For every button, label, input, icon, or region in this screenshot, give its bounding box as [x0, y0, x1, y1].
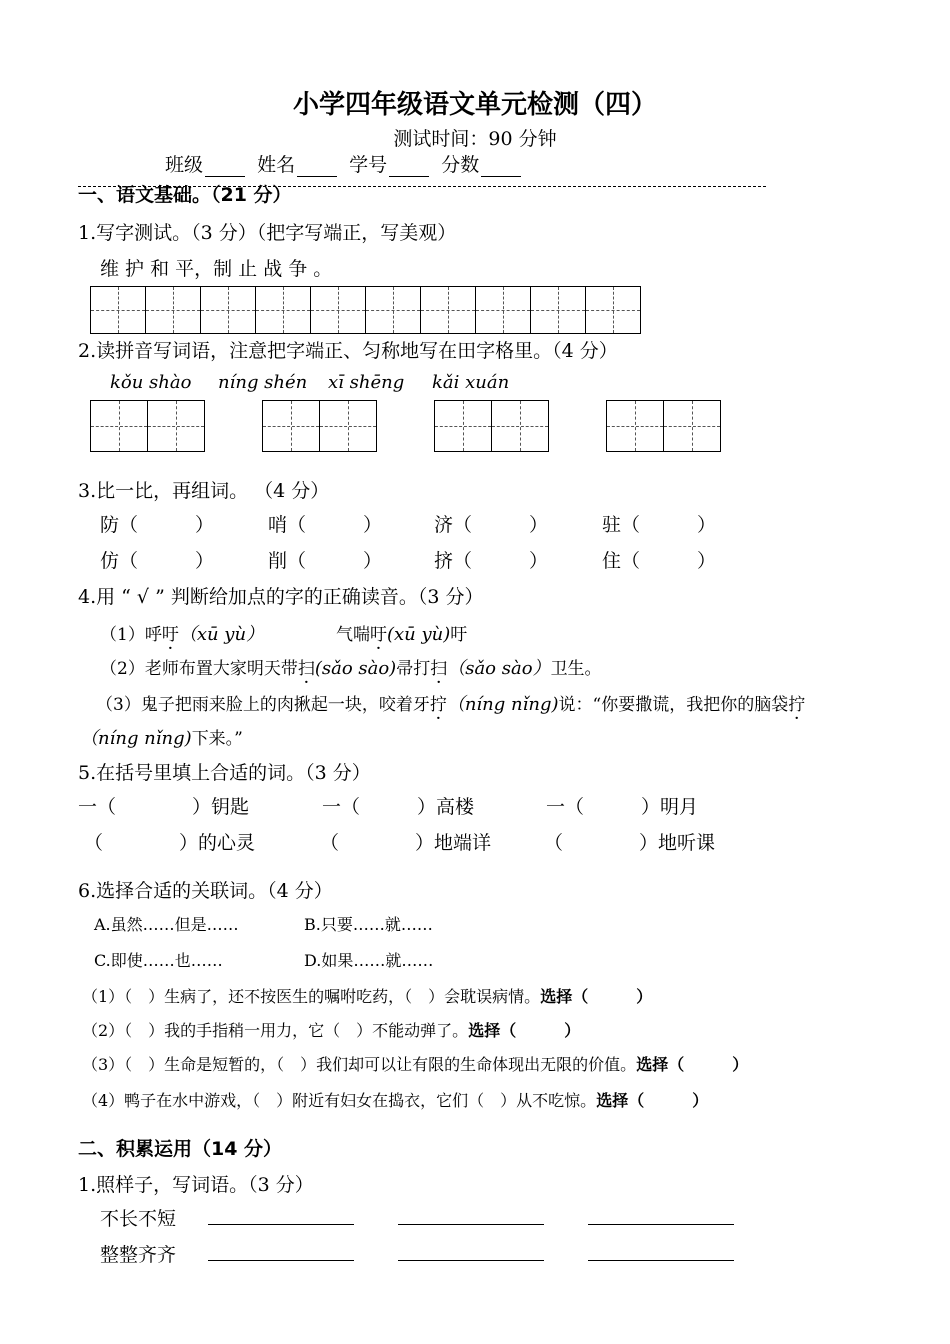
- q4-sentence-3: （3）鬼子把雨来脸上的肉揪起一块，咬着牙拧（níng nǐng)说：“你要撒谎，我把你的脑袋拧: [96, 694, 806, 715]
- example-word-2: 整整齐齐: [100, 1244, 177, 1266]
- q4-sentence-3b: （níng nǐng)下来。”: [80, 728, 243, 749]
- class-blank[interactable]: [205, 158, 245, 177]
- q5-label: 5.在括号里填上合适的词。（3 分）: [78, 762, 371, 784]
- q5-item: 一（ ）高楼: [322, 796, 475, 818]
- q3-item: 驻（ ）: [602, 514, 717, 536]
- q4-sentence-1: （1）呼吁（xū yù）: [100, 624, 265, 645]
- q4-sentence-1b: 气喘吁(xū yù)吁: [336, 624, 468, 645]
- q5-item: （ ）地听课: [544, 832, 716, 854]
- pinyin-2: níng shén: [218, 372, 308, 393]
- q6-item: （1）（ ）生病了，还不按医生的嘱咐吃药，（ ）会耽误病情。选择（ ）: [82, 987, 653, 1006]
- q3-item: 削（ ）: [268, 550, 383, 572]
- answer-line[interactable]: [588, 1242, 734, 1265]
- pinyin-grid-4[interactable]: [606, 400, 721, 452]
- q3-item: 挤（ ）: [434, 550, 549, 572]
- q3-label: 3.比一比，再组词。 （4 分）: [78, 480, 330, 502]
- section1-heading: 一、语文基础。（21 分）: [78, 184, 292, 206]
- q3-item: 济（ ）: [434, 514, 549, 536]
- q4-sentence-2: （2）老师布置大家明天带扫(sǎo sào)帚打扫（sǎo sào）卫生。: [100, 658, 602, 679]
- s2-q1-label: 1.照样子，写词语。（3 分）: [78, 1174, 314, 1196]
- writing-grid[interactable]: [90, 286, 641, 334]
- student-info: [165, 150, 527, 177]
- q3-item: 哨（ ）: [268, 514, 383, 536]
- q1-text: 维 护 和 平，制 止 战 争 。: [100, 258, 333, 280]
- score-blank[interactable]: [481, 158, 521, 177]
- id-blank[interactable]: [389, 158, 429, 177]
- name-label: 姓名: [257, 154, 296, 176]
- answer-line[interactable]: [588, 1206, 734, 1229]
- id-label: 学号: [349, 154, 388, 176]
- pinyin-1: kǒu shào: [110, 372, 192, 393]
- test-time: 测试时间：90 分钟: [393, 128, 557, 150]
- section2-heading: 二、积累运用（14 分）: [78, 1138, 283, 1160]
- answer-line[interactable]: [208, 1242, 354, 1265]
- q3-item: 仿（ ）: [100, 550, 215, 572]
- pinyin-grid-1[interactable]: [90, 400, 205, 452]
- q3-item: 住（ ）: [602, 550, 717, 572]
- q6-item: （3）（ ）生命是短暂的，（ ）我们却可以让有限的生命体现出无限的价值。选择（ ）: [82, 1055, 749, 1074]
- pinyin-4: kǎi xuán: [432, 372, 510, 393]
- example-word-1: 不长不短: [100, 1208, 177, 1230]
- q6-label: 6.选择合适的关联词。（4 分）: [78, 880, 333, 902]
- answer-line[interactable]: [398, 1242, 544, 1265]
- q6-option-b: B.只要……就……: [304, 915, 433, 934]
- pinyin-3: xī shēng: [328, 372, 405, 393]
- q6-option-a: A.虽然……但是……: [94, 915, 239, 934]
- q3-item: 防（ ）: [100, 514, 215, 536]
- pinyin-grid-3[interactable]: [434, 400, 549, 452]
- q2-label: 2.读拼音写词语，注意把字端正、匀称地写在田字格里。（4 分）: [78, 340, 618, 362]
- q5-item: 一（ ）钥匙: [78, 796, 250, 818]
- score-label: 分数: [441, 154, 480, 176]
- q5-item: （ ）地端详: [320, 832, 492, 854]
- class-label: 班级: [165, 154, 204, 176]
- answer-line[interactable]: [398, 1206, 544, 1229]
- pinyin-grid-2[interactable]: [262, 400, 377, 452]
- q4-label: 4.用 “ √ ” 判断给加点的字的正确读音。（3 分）: [78, 586, 484, 608]
- q6-item: （4）鸭子在水中游戏，（ ）附近有妇女在捣衣，它们（ ）从不吃惊。选择（ ）: [82, 1091, 709, 1110]
- q5-item: （ ）的心灵: [84, 832, 256, 854]
- name-blank[interactable]: [297, 158, 337, 177]
- answer-line[interactable]: [208, 1206, 354, 1229]
- q6-option-d: D.如果……就……: [304, 951, 434, 970]
- q5-item: 一（ ）明月: [546, 796, 699, 818]
- page-title: 小学四年级语文单元检测（四）: [292, 90, 657, 120]
- q6-option-c: C.即使……也……: [94, 951, 223, 970]
- q1-label: 1.写字测试。（3 分）（把字写端正，写美观）: [78, 222, 457, 244]
- q6-item: （2）（ ）我的手指稍一用力，它（ ）不能动弹了。选择（ ）: [82, 1021, 581, 1040]
